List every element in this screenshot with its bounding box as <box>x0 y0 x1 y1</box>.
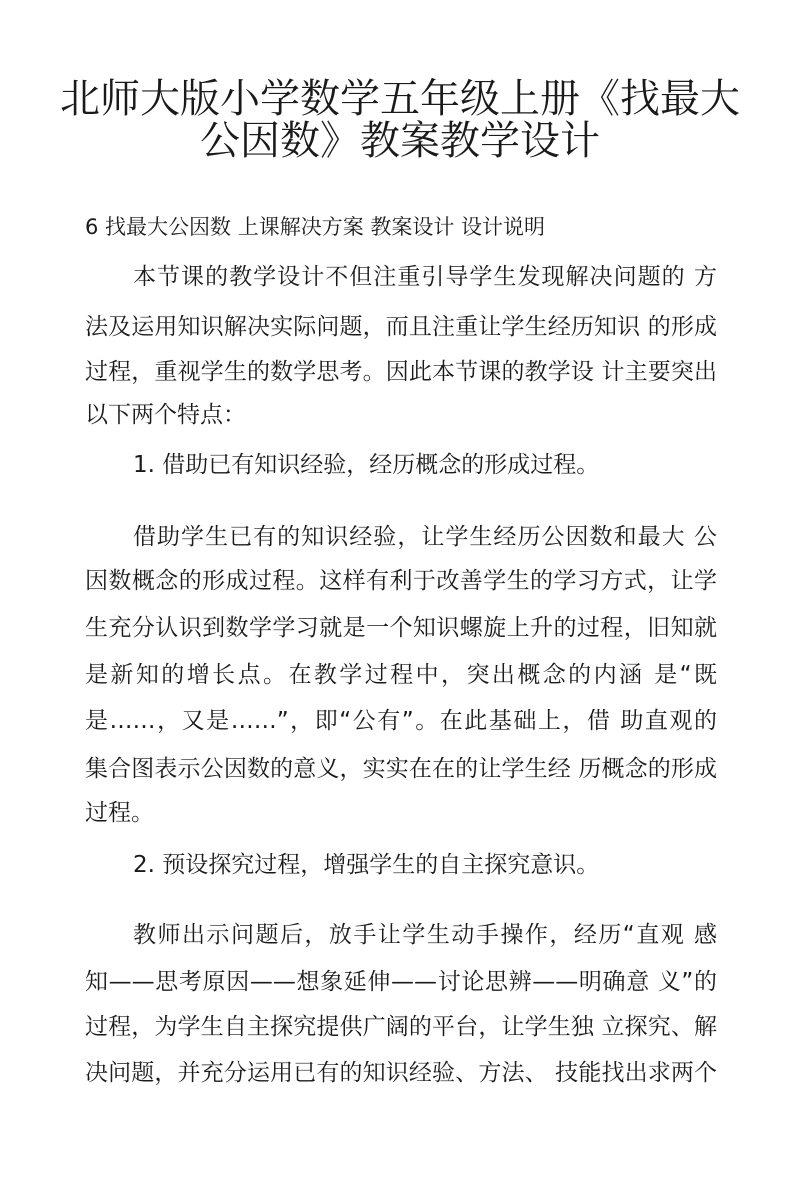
para1-line-4: 是新知的增长点。在教学过程中，突出概念的内涵 是“既 <box>85 662 717 688</box>
intro-line-3: 过程，重视学生的数学思考。因此本节课的教学设 计主要突出 <box>85 359 717 385</box>
para1-line-6: 集合图表示公因数的意义，实实在在的让学生经 历概念的形成 <box>85 756 717 782</box>
intro-line-2: 法及运用知识解决实际问题，而且注重让学生经历知识 的形成 <box>85 314 717 340</box>
para1-line-7: 过程。 <box>85 800 154 826</box>
para1-line-2: 因数概念的形成过程。这样有利于改善学生的学习方式，让学 <box>85 568 717 594</box>
intro-line-1: 本节课的教学设计不但注重引导学生发现解决问题的 方 <box>133 264 717 290</box>
point-2-heading: 2. 预设探究过程，增强学生的自主探究意识。 <box>133 852 600 878</box>
point-1-heading: 1. 借助已有知识经验，经历概念的形成过程。 <box>133 452 600 478</box>
para2-line-2: 知——思考原因——想象延伸——讨论思辨——明确意 义”的 <box>85 969 717 995</box>
para1-line-3: 生充分认识到数学学习就是一个知识螺旋上升的过程，旧知就 <box>85 615 717 641</box>
para1-line-5: 是……，又是……”，即“公有”。在此基础上，借 助直观的 <box>85 708 717 734</box>
para1-line-1: 借助学生已有的知识经验，让学生经历公因数和最大 公 <box>133 524 717 550</box>
document-title-line-1: 北师大版小学数学五年级上册《找最大 <box>60 76 740 122</box>
document-title-line-2: 公因数》教案教学设计 <box>200 118 600 164</box>
document-subtitle: 6 找最大公因数 上课解决方案 教案设计 设计说明 <box>85 215 546 239</box>
intro-line-4: 以下两个特点： <box>85 402 246 428</box>
para2-line-1: 教师出示问题后，放手让学生动手操作，经历“直观 感 <box>133 922 717 948</box>
para2-line-4: 决问题，并充分运用已有的知识经验、方法、 技能找出求两个 <box>85 1060 717 1086</box>
para2-line-3: 过程，为学生自主探究提供广阔的平台，让学生独 立探究、解 <box>85 1014 717 1040</box>
